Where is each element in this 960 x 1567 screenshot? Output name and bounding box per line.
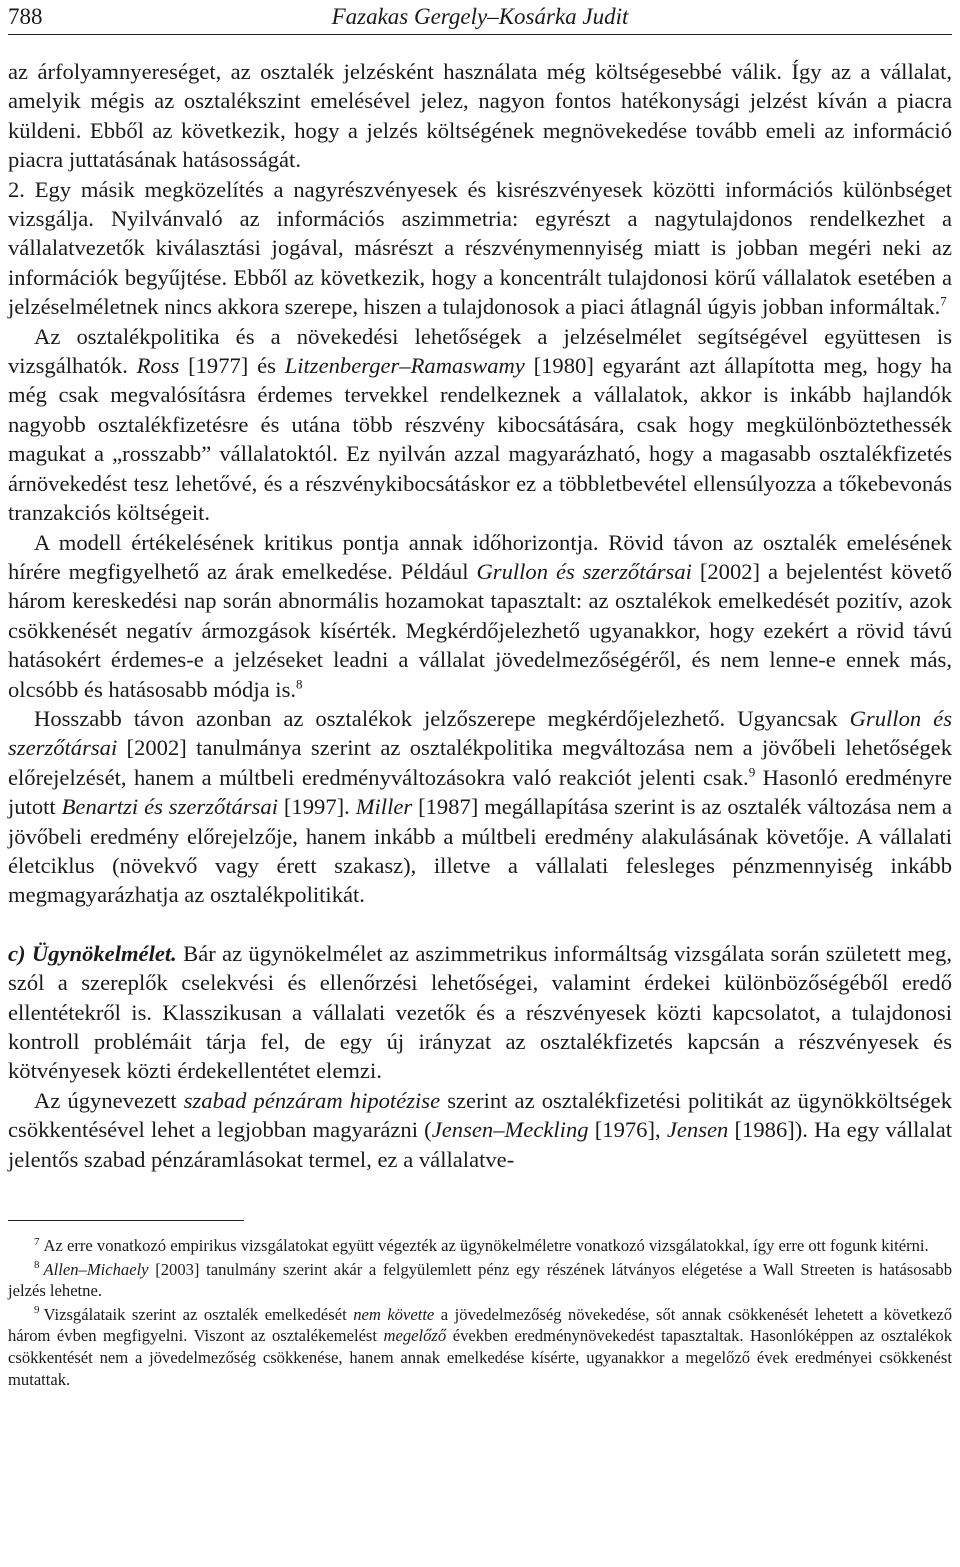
citation-grullon-2: Grullon és szerzőtársai (8, 705, 952, 761)
citation-litzenberger: Litzenberger–Ramaswamy (284, 353, 525, 379)
document-page (8, 0, 952, 1392)
citation-jensen: Jensen (666, 1117, 729, 1143)
footnote-separator (8, 1220, 244, 1221)
footnote-9: $^9$ Vizsgálataik szerint az osztalék emelkedését nem követte a jövedelmezőség növekedése, sőt annak csökkenését lehetett a következő három évben megfigyelni. Viszont az osztalékemelést megelőző években eredménynövekedést tapasztaltak. Hasonlóképpen az osztalékok csökkentését nem a jövedelmezőség csökkenése, hanem annak emelkedése kísérte, ugyanakkor a megelőző évek eredményei csökkenést mutattak. (8, 1304, 952, 1389)
footnote-ref-9: 9 (748, 764, 756, 780)
citation-jensen-meckling: Jensen–Meckling (431, 1117, 589, 1143)
page-header (8, 0, 952, 35)
footnote-8: $^8$ Allen–Michaely [2003] tanulmány szerint akár a felgyülemlett pénz egy részének látványos elégetése a Wall Streeten is hatásosabb jelzés lehetne. (8, 1259, 952, 1301)
footnote-ref-8: 8 (296, 676, 303, 691)
footnote-7: $^7$ Az erre vonatkozó empirikus vizsgálatokat együtt végezték az ügynökelméletre vonatkozó vizsgálatokkal, így erre ott fogunk kitérni. (34, 1235, 929, 1256)
section-heading-agency: c) Ügynökelmélet. (8, 940, 177, 966)
paragraph-4: A modell értékelésének kritikus pontja annak időhorizontja. Rövid távon az osztalék emelésének hírére megfigyelhető az árak emelkedése. Például Grullon és szerzőtársai [2002] a bejelentést követő három kereskedési nap során abnormális hozamokat tapasztalt: az osztalékok emelkedését pozitív, azok csökkenését negatív ármozgások kísérték. Megkérdőjelezhető ugyanakkor, hogy ezekért a rövid távú hatásokért érdemes-e a jelzéseket leadni a vállalat jövedelmezőségéről, és nem lenne-e ennek más, olcsóbb és hatásosabb módja is.$^8$ (8, 529, 952, 702)
paragraph-5: Hosszabb távon azonban az osztalékok jelzőszerepe megkérdőjelezhető. Ugyancsak Grullon és szerzőtársai [2002] tanulmánya szerint az osztalékpolitika megváltozása nem a jövőbeli lehetőségek előrejelzését, hanem a múltbeli eredményváltozásokra való reakciót jelenti csak.$^9$ Hasonló eredményre jutott Benartzi és szerzőtársai [1997]. Miller [1987] megállapítása szerint is az osztalék változása nem a jövőbeli eredmény előrejelzője, hanem inkább a múltbeli eredmény alakulásának követője. A vállalati életciklus (növekvő vagy érett szakasz), illetve a vállalati felesleges pénzmennyiség inkább megmagyarázhatja az osztalékpolitikát. (8, 705, 953, 908)
paragraph-6: c) Ügynökelmélet. Bár az ügynökelmélet az aszimmetrikus informáltság vizsgálata során született meg, szól a szereplők cselekvési és ellenőrzési lehetőségei, valamint érdekei különbözőségéből eredő ellentétekről is. Klasszikusan a vállalati vezetők és a részvényesek közti kapcsolatot, a tulajdonosi kontroll problémáit tárja fel, de egy új irányzat az osztalékfizetés kapcsán a részvényesek és kötvényesek közti érdekellentétet elemzi. (8, 940, 952, 1084)
paragraph-7: Az úgynevezett szabad pénzáram hipotézise szerint az osztalékfizetési politikát az ügynökköltségek csökkentésével lehet a legjobban magyarázni (Jensen–Meckling [1976], Jensen [1986]). Ha egy vállalat jelentős szabad pénzáramlásokat termel, ez a vállalatve- (8, 1087, 952, 1172)
citation-miller: Miller (355, 794, 413, 820)
running-title: Fazakas Gergely–Kosárka Judit (331, 4, 629, 29)
paragraph-3: Az osztalékpolitika és a növekedési lehetőségek a jelzéselmélet segítségével együttesen is vizsgálhatók. Ross [1977] és Litzenberger–Ramaswamy [1980] egyaránt azt állapította meg, hogy ha még csak megvalósításra érdemes tervekkel rendelkeznek a vállalatok, akkor is inkább hajlandók nagyobb osztalékfizetésre és utána több részvény kibocsátására, csak hogy megkülönböztethessék magukat a „rosszabb” vállalatoktól. Ez nyilván azzal magyarázható, hogy a magasabb osztalékfizetés árnövekedést tesz lehetővé, és a részvénykibocsátáskor ez a többletbevétel ellensúlyozza a tőkebevonás tranzakciós költségeit. (8, 323, 952, 526)
footnote-ref-7: 7 (940, 293, 947, 309)
citation-grullon: Grullon és szerzőtársai (476, 558, 692, 584)
citation-benartzi: Benartzi és szerzőtársai (61, 794, 279, 820)
citation-ross: Ross (136, 353, 180, 379)
footnotes (8, 1235, 952, 1390)
main-text (8, 57, 952, 1174)
paragraph-2: 2. Egy másik megközelítés a nagyrészvényesek és kisrészvényesek közötti információs különbséget vizsgálja. Nyilvánvaló az információs aszimmetria: egyrészt a nagytulajdonos rendelkezhet a vállalatvezetők kiválasztási jogával, másrészt a részvénymennyiség miatt is jobban megéri neki az információk begyűjtése. Ebből az következik, hogy a koncentrált tulajdonosi körű vállalatok esetében a jelzéselméletnek nincs akkora szerepe, hiszen a tulajdonosok a piaci átlagnál úgyis jobban informáltak.$^7$ (8, 176, 952, 320)
page-number: 788 (8, 4, 43, 29)
paragraph-1: az árfolyamnyereséget, az osztalék jelzésként használata még költségesebbé válik. Így az a vállalat, amelyik mégis az osztalékszint emelésével jelez, nagyon fontos hatékonysági jelzést kíván a piacra küldeni. Ebből az következik, hogy a jelzés költségének megnövekedése tovább emeli az információ piacra juttatásának hatásosságát. (8, 59, 952, 173)
term-free-cash-flow: szabad pénzáram hipotézise (183, 1087, 441, 1113)
